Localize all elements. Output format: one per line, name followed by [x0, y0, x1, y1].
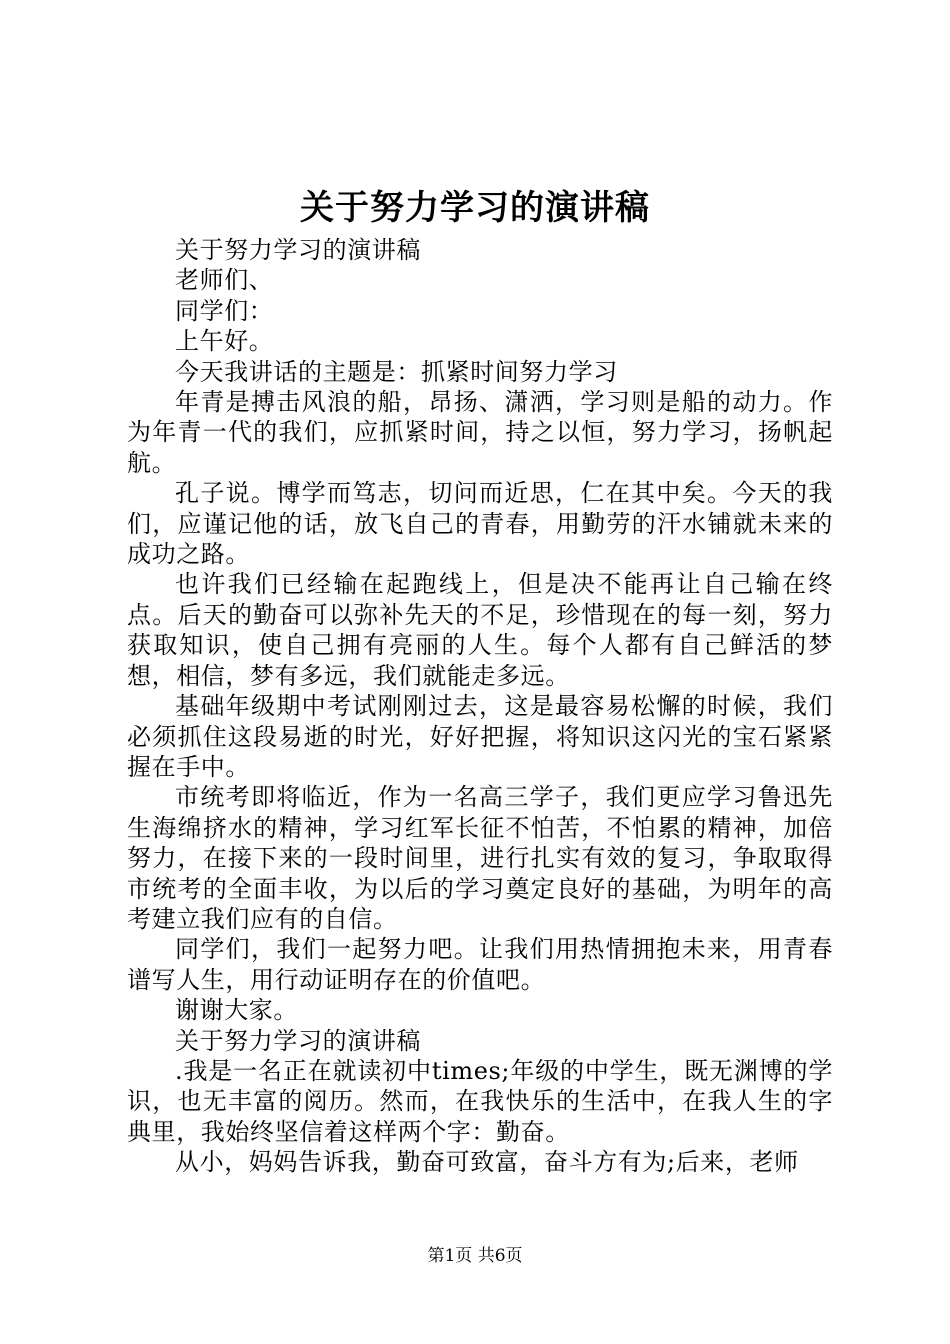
paragraph: 基础年级期中考试刚刚过去，这是最容易松懈的时候，我们必须抓住这段易逝的时光，好好把握，将知识这闪光的宝石紧紧握在手中。 — [127, 692, 833, 781]
paragraph: 孔子说。博学而笃志，切问而近思，仁在其中矣。今天的我们，应谨记他的话，放飞自己的青春，用勤劳的汗水铺就未来的成功之路。 — [127, 479, 833, 569]
paragraph: 同学们，我们一起努力吧。让我们用热情拥抱未来，用青春谱写人生，用行动证明存在的价值吧。 — [127, 935, 833, 994]
paragraph: 关于努力学习的演讲稿 — [175, 236, 421, 264]
paragraph: 从小，妈妈告诉我，勤奋可致富，奋斗方有为;后来，老师 — [175, 1148, 799, 1177]
paragraph: 市统考即将临近，作为一名高三学子，我们更应学习鲁迅先生海绵挤水的精神，学习红军长征不怕苦，不怕累的精神，加倍努力，在接下来的一段时间里，进行扎实有效的复习，争取取得市统考的全面丰收，为以后的学习奠定良好的基础，为明年的高考建立我们应有的自信。 — [127, 783, 833, 933]
paragraph: 关于努力学习的演讲稿 — [175, 1026, 421, 1055]
paragraph: 谢谢大家。 — [175, 996, 298, 1025]
page-number-footer: 第1页 共6页 — [427, 1246, 523, 1266]
document-title: 关于努力学习的演讲稿 — [300, 188, 650, 228]
paragraph: 老师们、 — [175, 266, 274, 295]
document-body — [127, 235, 833, 1178]
paragraph: 也许我们已经输在起跑线上，但是决不能再让自己输在终点。后天的勤奋可以弥补先天的不足，珍惜现在的每一刻，努力获取知识，使自己拥有亮丽的人生。每个人都有自己鲜活的梦想，相信，梦有多远，我们就能走多远。 — [127, 570, 833, 690]
paragraph: 上午好。 — [175, 327, 274, 356]
paragraph: .我是一名正在就读初中times;年级的中学生，既无渊博的学识，也无丰富的阅历。然而，在我快乐的生活中，在我人生的字典里，我始终坚信着这样两个字：勤奋。 — [127, 1056, 833, 1146]
paragraph: 今天我讲话的主题是：抓紧时间努力学习 — [175, 357, 618, 386]
paragraph: 同学们： — [175, 296, 274, 325]
paragraph: 年青是搏击风浪的船，昂扬、潇洒，学习则是船的动力。作为年青一代的我们，应抓紧时间，持之以恒，努力学习，扬帆起航。 — [127, 388, 833, 477]
